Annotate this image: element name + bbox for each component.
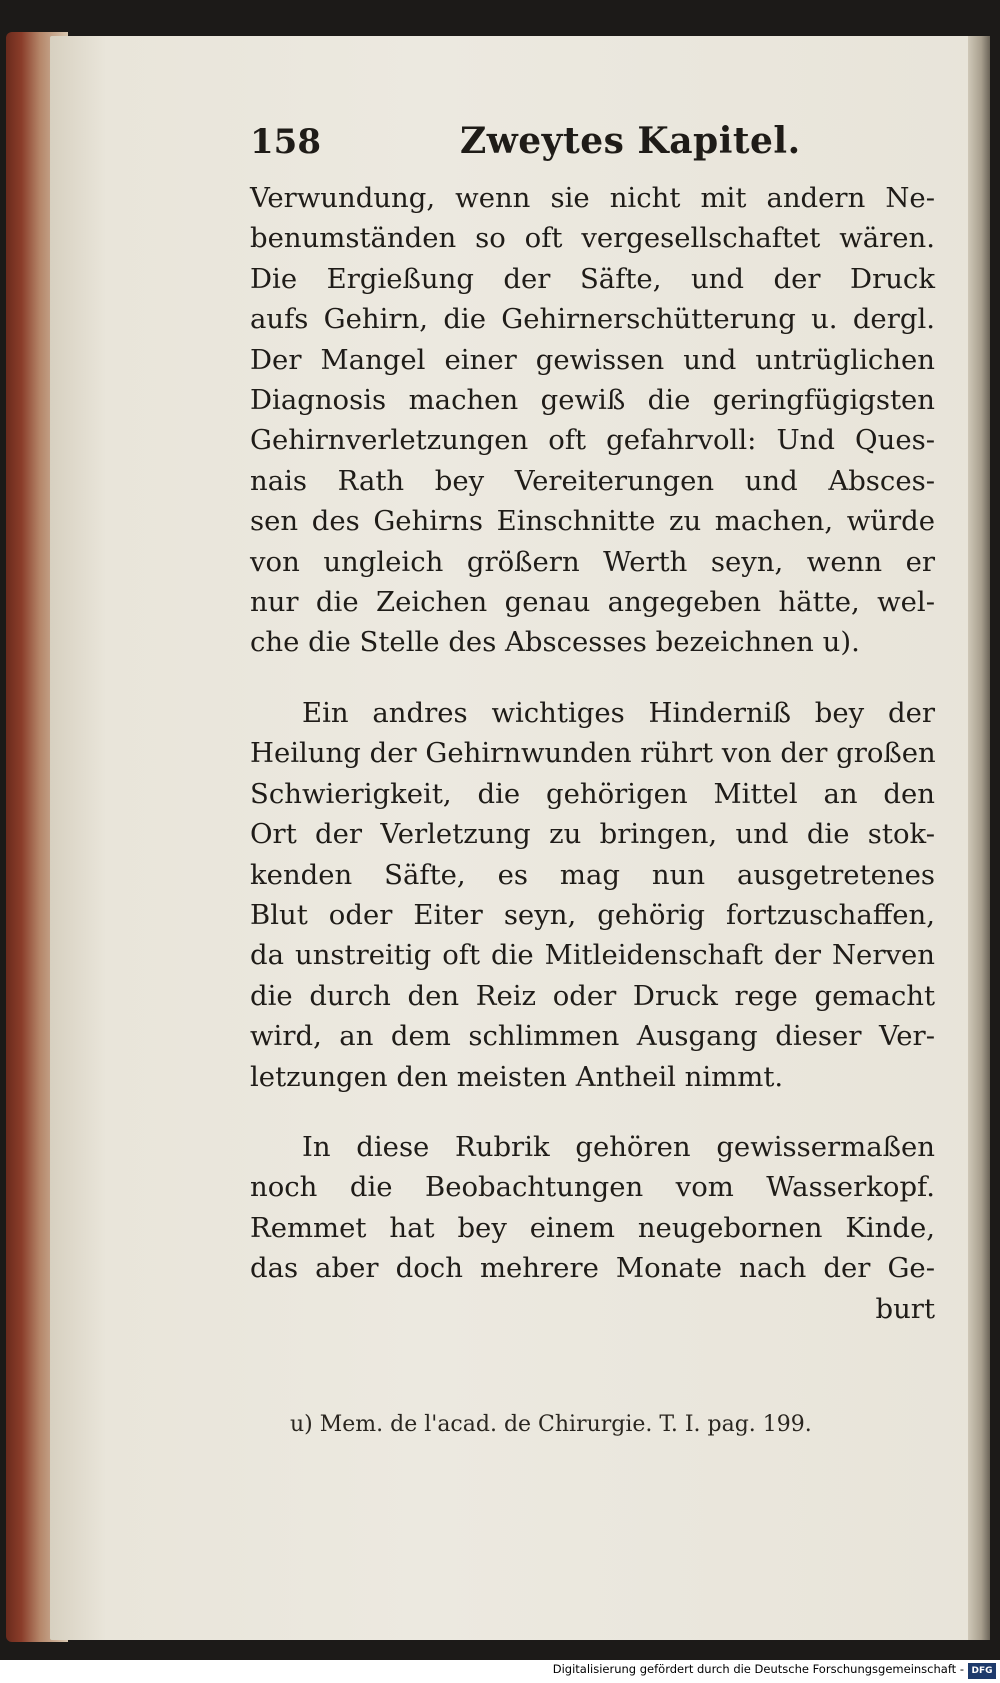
text-line: sen des Gehirns Einschnitte zu machen, würde: [250, 505, 935, 538]
footnote: u) Mem. de l'acad. de Chirurgie. T. I. pag. 199.: [290, 1412, 812, 1437]
text-line: wird, an dem schlimmen Ausgang dieser Ver-: [250, 1020, 935, 1053]
text-line: Remmet hat bey einem neugebornen Kinde,: [250, 1211, 935, 1244]
page-header: [250, 120, 935, 178]
page-fore-edge: [968, 36, 990, 1640]
text-line: nur die Zeichen genau angegeben hätte, wel-: [250, 586, 935, 619]
footer-strip: [0, 1660, 1000, 1683]
text-line: In diese Rubrik gehören gewissermaßen: [302, 1130, 935, 1163]
text-line: kenden Säfte, es mag nun ausgetretenes: [250, 858, 935, 891]
text-line: da unstreitig oft die Mitleidenschaft der Nerven: [250, 939, 935, 972]
body-text: [250, 178, 935, 1329]
text-line: Die Ergießung der Säfte, und der Druck: [250, 262, 935, 295]
text-line: aufs Gehirn, die Gehirnerschütterung u. dergl.: [250, 303, 935, 336]
catchword: burt: [875, 1292, 935, 1325]
text-line: Gehirnverletzungen oft gefahrvoll: Und Ques-: [250, 424, 935, 457]
text-line: das aber doch mehrere Monate nach der Ge-: [250, 1252, 935, 1285]
text-line: die durch den Reiz oder Druck rege gemacht: [250, 979, 935, 1012]
text-line: letzungen den meisten Antheil nimmt.: [250, 1060, 784, 1093]
text-line: che die Stelle des Abscesses bezeichnen u).: [250, 626, 860, 659]
text-line: Diagnosis machen gewiß die geringfügigsten: [250, 384, 935, 417]
text-line: nais Rath bey Vereiterungen und Absces-: [250, 464, 935, 497]
text-line: Verwundung, wenn sie nicht mit andern Ne-: [250, 182, 935, 214]
footer-credit: Digitalisierung gefördert durch die Deutsche Forschungsgemeinschaft -: [552, 1662, 964, 1676]
text-line: noch die Beobachtungen vom Wasserkopf.: [250, 1171, 935, 1204]
page-number: 158: [250, 122, 321, 162]
running-title: Zweytes Kapitel.: [460, 120, 801, 162]
text-line: Ein andres wichtiges Hinderniß bey der: [302, 696, 935, 729]
text-line: Blut oder Eiter seyn, gehörig fortzuschaffen,: [250, 898, 935, 931]
text-line: Ort der Verletzung zu bringen, und die stok-: [250, 818, 935, 851]
text-line: von ungleich größern Werth seyn, wenn er: [250, 545, 935, 578]
text-line: benumständen so oft vergesellschaftet wären.: [250, 222, 935, 255]
paragraph-1: [250, 178, 935, 663]
text-line: Heilung der Gehirnwunden rührt von der großen: [250, 737, 936, 770]
text-block: [250, 120, 935, 1329]
dfg-logo-icon: DFG: [968, 1663, 996, 1679]
text-line: Der Mangel einer gewissen und untrüglichen: [250, 343, 935, 376]
text-line: Schwierigkeit, die gehörigen Mittel an den: [250, 777, 935, 810]
paragraph-2: [250, 693, 935, 1097]
paragraph-3: [250, 1127, 935, 1329]
